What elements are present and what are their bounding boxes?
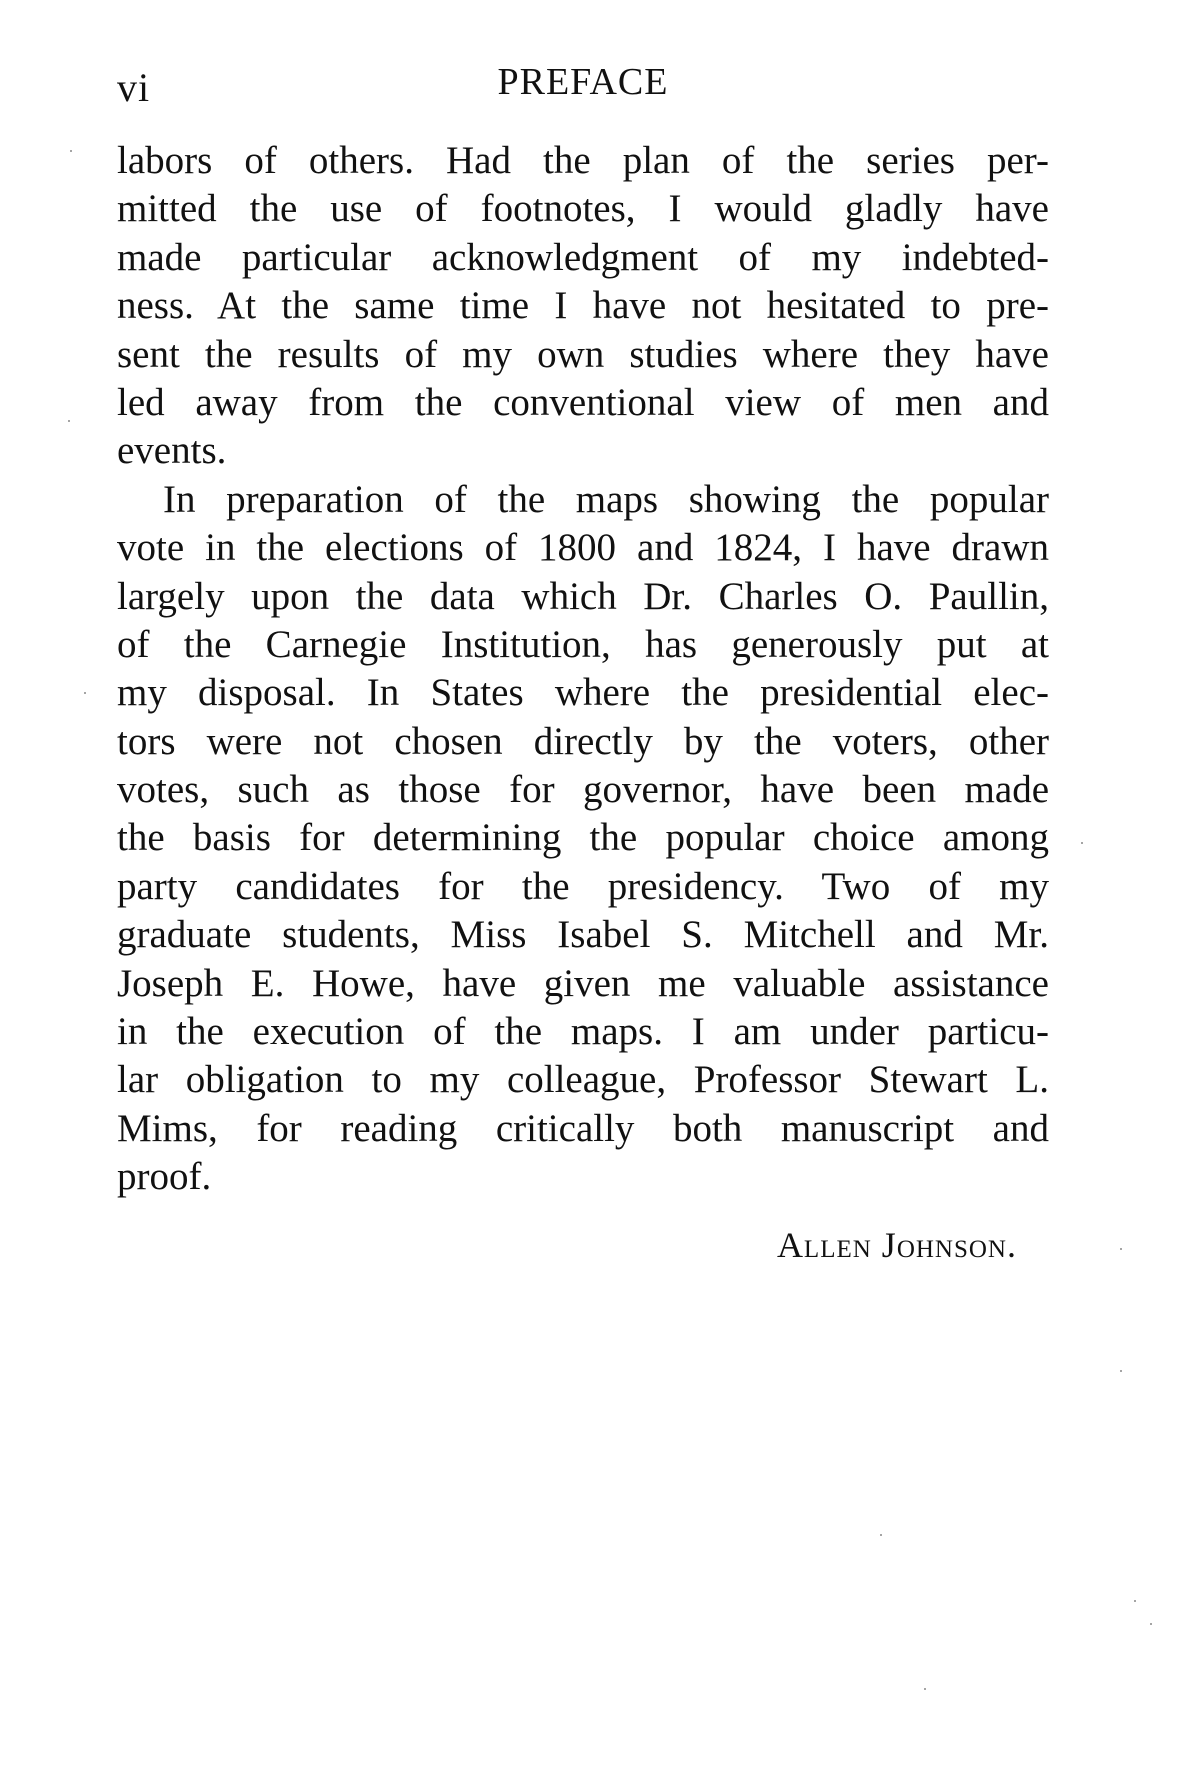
text-line: Mims, for reading critically both manuscript and <box>117 1106 1049 1150</box>
text-line: proof. <box>117 1155 212 1199</box>
text-line: Joseph E. Howe, have given me valuable assistance <box>117 961 1049 1005</box>
scan-speck <box>1134 1600 1136 1602</box>
scan-speck <box>70 150 72 152</box>
text-line: lar obligation to my colleague, Professor Stewart L. <box>117 1058 1049 1102</box>
scan-speck <box>84 692 86 694</box>
scan-speck <box>1081 842 1083 844</box>
author-signature: Allen Johnson. <box>776 1225 1017 1265</box>
scan-speck <box>880 1534 882 1536</box>
text-line: in the execution of the maps. I am under particu- <box>117 1010 1049 1054</box>
text-line: labors of others. Had the plan of the series per- <box>117 139 1049 182</box>
scan-speck <box>924 1688 926 1690</box>
scan-speck <box>1120 1248 1122 1250</box>
text-line: of the Carnegie Institution, has generously put at <box>117 622 1049 666</box>
text-line: led away from the conventional view of men and <box>117 380 1049 424</box>
preface-body <box>117 137 1049 1202</box>
paragraph-2 <box>117 476 1049 1202</box>
text-line: largely upon the data which Dr. Charles O. Paullin, <box>117 574 1049 618</box>
text-line: party candidates for the presidency. Two of my <box>117 864 1049 908</box>
scan-speck <box>1150 1623 1152 1625</box>
text-line: sent the results of my own studies where they have <box>117 332 1049 376</box>
text-line: In preparation of the maps showing the popular <box>163 477 1049 521</box>
text-line: mitted the use of footnotes, I would gladly have <box>117 187 1049 231</box>
page-header <box>117 58 1049 118</box>
running-head: PREFACE <box>497 61 669 103</box>
page-number: vi <box>117 65 151 110</box>
text-line: the basis for determining the popular choice among <box>117 816 1049 860</box>
text-line: graduate students, Miss Isabel S. Mitchell and Mr. <box>117 913 1049 957</box>
scan-speck <box>1120 1370 1122 1372</box>
text-line: ness. At the same time I have not hesitated to pre- <box>117 284 1049 328</box>
text-line: events. <box>117 429 227 473</box>
paragraph-1 <box>117 137 1049 476</box>
text-line: vote in the elections of 1800 and 1824, I have drawn <box>117 526 1049 570</box>
text-line: votes, such as those for governor, have been made <box>117 768 1049 812</box>
text-line: tors were not chosen directly by the voters, other <box>117 719 1049 763</box>
text-line: my disposal. In States where the presidential elec- <box>117 671 1049 715</box>
text-line: made particular acknowledgment of my indebted- <box>117 235 1049 279</box>
scan-speck <box>68 420 70 422</box>
